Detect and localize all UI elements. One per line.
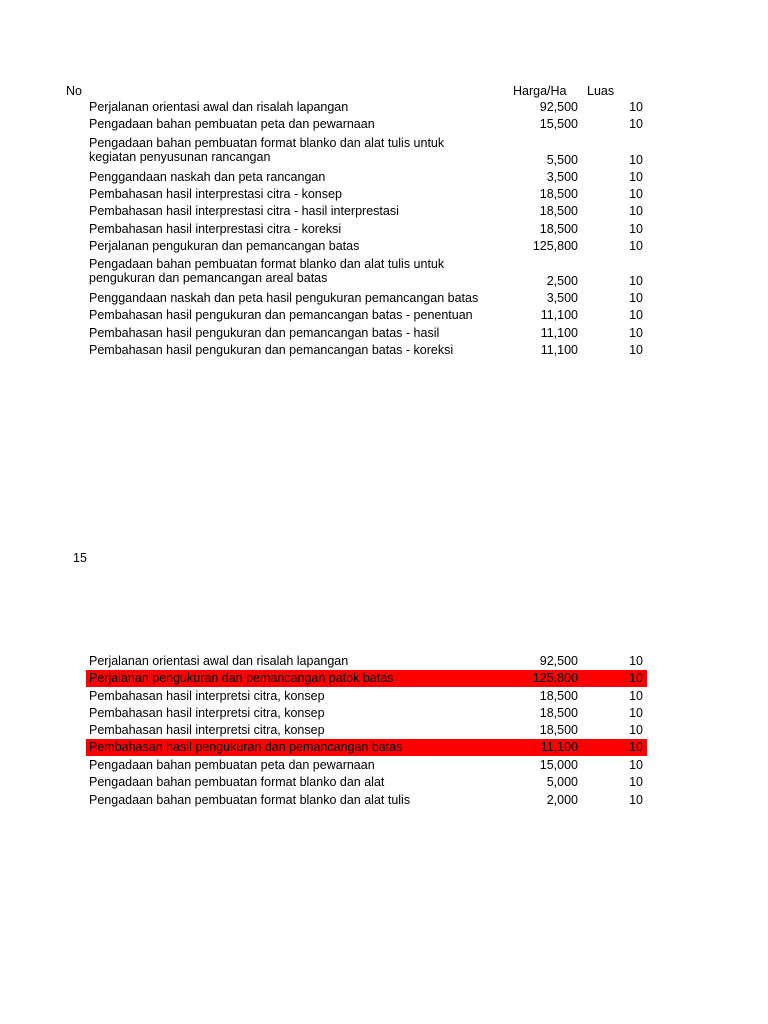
table-row — [86, 705, 647, 722]
item-luas: 10 — [629, 326, 643, 340]
item-name: Pengadaan bahan pembuatan format blanko dan alat tulis untuk kegiatan penyusunan rancangan — [89, 136, 445, 164]
item-price: 18,500 — [539, 204, 578, 218]
table-row — [86, 134, 647, 169]
item-name: Pembahasan hasil pengukuran dan pemancangan batas - penentuan — [89, 308, 473, 322]
item-price: 2,000 — [546, 793, 578, 807]
table-row — [86, 116, 647, 133]
item-luas: 10 — [629, 274, 643, 288]
item-name: Perjalanan orientasi awal dan risalah lapangan — [89, 100, 349, 114]
table-row — [86, 774, 647, 791]
item-name: Pembahasan hasil interprestasi citra - konsep — [89, 187, 342, 201]
item-name: Pembahasan hasil interpretsi citra, konsep — [89, 723, 325, 737]
item-luas: 10 — [629, 775, 643, 789]
item-luas: 10 — [629, 308, 643, 322]
column-header-harga: Harga/Ha — [513, 84, 567, 98]
item-price: 125,800 — [532, 671, 578, 685]
item-luas: 10 — [629, 654, 643, 668]
item-luas: 10 — [629, 239, 643, 253]
table-row — [86, 325, 647, 342]
item-price: 5,500 — [546, 153, 578, 167]
item-name: Pembahasan hasil interprestasi citra - hasil interprestasi — [89, 204, 399, 218]
item-name: Pembahasan hasil pengukuran dan pemancangan batas - koreksi — [89, 343, 454, 357]
item-price: 3,500 — [546, 170, 578, 184]
item-price: 18,500 — [539, 723, 578, 737]
table-row — [86, 221, 647, 238]
item-luas: 10 — [629, 170, 643, 184]
item-luas: 10 — [629, 793, 643, 807]
table-row — [86, 739, 647, 756]
item-name: Pengadaan bahan pembuatan peta dan pewarnaan — [89, 117, 375, 131]
table-row — [86, 757, 647, 774]
item-name: Perjalanan pengukuran dan pemancangan patok batas — [89, 671, 394, 685]
item-price: 18,500 — [539, 222, 578, 236]
item-luas: 10 — [629, 187, 643, 201]
item-luas: 10 — [629, 100, 643, 114]
item-luas: 10 — [629, 291, 643, 305]
item-price: 5,000 — [546, 775, 578, 789]
item-price: 11,100 — [540, 326, 578, 340]
table-row — [86, 255, 647, 290]
item-luas: 10 — [629, 689, 643, 703]
item-luas: 10 — [629, 222, 643, 236]
item-price: 15,000 — [539, 758, 578, 772]
table-row — [86, 722, 647, 739]
table-row — [86, 670, 647, 687]
item-price: 92,500 — [539, 100, 578, 114]
item-name: Pembahasan hasil interprestasi citra - koreksi — [89, 222, 342, 236]
item-price: 18,500 — [539, 689, 578, 703]
item-price: 11,100 — [540, 308, 578, 322]
table-row — [86, 653, 647, 670]
item-luas: 10 — [629, 204, 643, 218]
table-row — [86, 238, 647, 255]
item-luas: 10 — [629, 740, 643, 754]
item-price: 11,100 — [540, 740, 578, 754]
table-row — [86, 792, 647, 809]
item-name: Pembahasan hasil interpretsi citra, konsep — [89, 706, 325, 720]
item-name: Pengadaan bahan pembuatan format blanko dan alat tulis — [89, 793, 411, 807]
item-name: Penggandaan naskah dan peta hasil pengukuran pemancangan batas — [89, 291, 479, 305]
table-row — [86, 99, 647, 116]
item-luas: 10 — [629, 153, 643, 167]
item-price: 92,500 — [539, 654, 578, 668]
item-price: 11,100 — [540, 343, 578, 357]
column-header-luas: Luas — [587, 84, 615, 98]
item-name: Pembahasan hasil interpretsi citra, konsep — [89, 689, 325, 703]
item-name: Pengadaan bahan pembuatan peta dan pewarnaan — [89, 758, 375, 772]
item-luas: 10 — [629, 671, 643, 685]
item-name: Penggandaan naskah dan peta rancangan — [89, 170, 326, 184]
item-price: 125,800 — [532, 239, 578, 253]
standalone-number: 15 — [73, 551, 87, 565]
item-price: 2,500 — [546, 274, 578, 288]
item-luas: 10 — [629, 758, 643, 772]
table-row — [86, 169, 647, 186]
table-row — [86, 307, 647, 324]
item-name: Pembahasan hasil pengukuran dan pemancangan batas - hasil — [89, 326, 440, 340]
item-price: 18,500 — [539, 706, 578, 720]
item-name: Perjalanan orientasi awal dan risalah lapangan — [89, 654, 349, 668]
item-name: Perjalanan pengukuran dan pemancangan batas — [89, 239, 360, 253]
item-luas: 10 — [629, 343, 643, 357]
item-name: Pengadaan bahan pembuatan format blanko dan alat — [89, 775, 385, 789]
table-row — [86, 186, 647, 203]
item-name: Pembahasan hasil pengukuran dan pemancangan batas — [89, 740, 403, 754]
item-name: Pengadaan bahan pembuatan format blanko dan alat tulis untuk pengukuran dan pemancangan areal batas — [89, 257, 445, 285]
item-luas: 10 — [629, 706, 643, 720]
table-row — [86, 688, 647, 705]
table-row — [86, 342, 647, 359]
item-price: 15,500 — [539, 117, 578, 131]
item-price: 3,500 — [546, 291, 578, 305]
table-row — [86, 290, 647, 307]
item-price: 18,500 — [539, 187, 578, 201]
item-luas: 10 — [629, 117, 643, 131]
item-luas: 10 — [629, 723, 643, 737]
table-row — [86, 203, 647, 220]
column-header-no: No — [66, 84, 82, 98]
